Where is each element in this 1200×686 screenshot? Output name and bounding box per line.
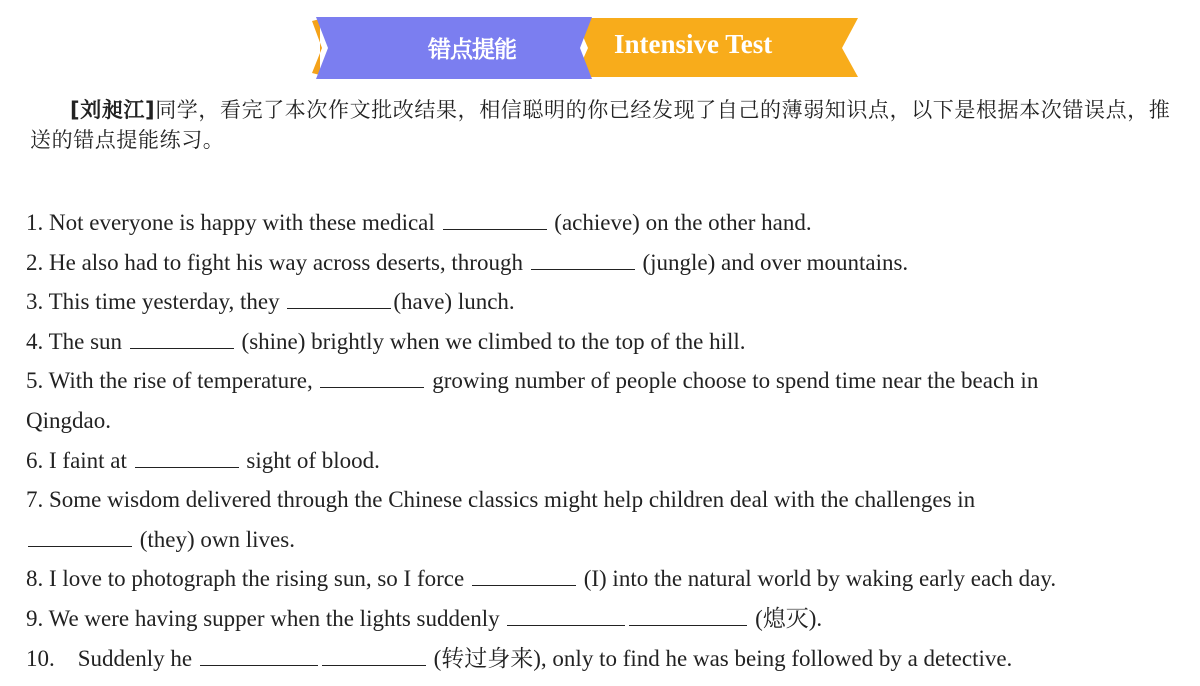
answer-blank[interactable] [130, 326, 234, 349]
question-text: 10. Suddenly he [26, 645, 198, 671]
answer-blank[interactable] [322, 643, 426, 666]
banner-title-cn: 错点提能 [428, 37, 516, 63]
question-5 [26, 361, 1196, 401]
question-text: (jungle) and over mountains. [636, 249, 909, 275]
answer-blank[interactable] [629, 603, 747, 626]
answer-blank[interactable] [320, 365, 424, 388]
question-9 [26, 599, 1196, 639]
banner-ribbon-shape [310, 15, 862, 79]
answer-blank[interactable] [200, 643, 318, 666]
answer-blank[interactable] [472, 563, 576, 586]
question-text: (achieve) on the other hand. [548, 210, 812, 235]
question-6 [26, 441, 1196, 481]
question-text: growing number of people choose to spend time near the beach in [426, 368, 1039, 394]
question-text: 3. This time yesterday, they [26, 289, 286, 315]
section-banner [310, 15, 862, 79]
question-text: 4. The sun [26, 328, 128, 354]
question-text: (转过身来), only to find he was being followed by a detective. [427, 645, 1013, 671]
answer-blank[interactable] [28, 524, 132, 547]
question-10 [26, 639, 1196, 679]
question-4 [26, 322, 1196, 362]
question-text: 2. He also had to fight his way across deserts, through [26, 249, 529, 275]
question-text: 9. We were having supper when the lights suddenly [26, 605, 506, 631]
question-1 [26, 203, 1196, 243]
question-text: (I) into the natural world by waking early each day. [577, 566, 1057, 592]
question-text: (they) own lives. [134, 526, 295, 552]
intro-text: 同学，看完了本次作文批改结果，相信聪明的你已经发现了自己的薄弱知识点，以下是根据本次错误点，推送的错点提能练习。 [30, 98, 1171, 152]
question-7 [26, 480, 1196, 520]
banner-title-en: Intensive Test [614, 29, 773, 59]
question-text: (熄灭). [749, 605, 823, 631]
question-7-cont [26, 520, 1196, 560]
question-2 [26, 243, 1196, 283]
answer-blank[interactable] [507, 603, 625, 626]
question-text: 8. I love to photograph the rising sun, so I force [26, 566, 470, 592]
question-text: (have) lunch. [393, 289, 515, 315]
question-text: 7. Some wisdom delivered through the Chinese classics might help children deal with the challenges in [26, 487, 976, 513]
question-text: sight of blood. [240, 447, 380, 473]
question-text: (shine) brightly when we climbed to the top of the hill. [235, 328, 746, 354]
question-text: 6. I faint at [26, 447, 133, 473]
question-list [26, 203, 1196, 678]
answer-blank[interactable] [287, 286, 391, 309]
question-3 [26, 282, 1196, 322]
answer-blank[interactable] [443, 207, 547, 230]
student-name: [刘昶江] [70, 98, 156, 122]
answer-blank[interactable] [135, 445, 239, 468]
question-text: 1. Not everyone is happy with these medical [26, 210, 441, 235]
answer-blank[interactable] [531, 247, 635, 270]
question-5-cont [26, 401, 1196, 441]
question-8 [26, 559, 1196, 599]
question-text: Qingdao. [26, 407, 111, 433]
intro-paragraph [30, 95, 1190, 155]
question-text: 5. With the rise of temperature, [26, 368, 319, 394]
